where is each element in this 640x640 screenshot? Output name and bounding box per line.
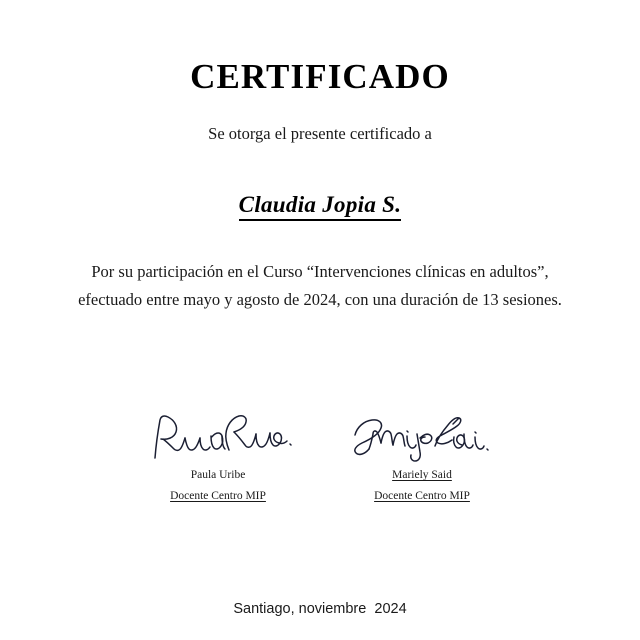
signature-area [0,408,640,504]
handwritten-signature-icon [128,408,308,464]
body-line-2: efectuado entre mayo y agosto de 2024, con una duración de 13 sesiones. [78,290,562,309]
signature-block-mariely-said [332,408,512,504]
certificate-body [0,258,640,314]
recipient-container [0,192,640,221]
signatory-role: Docente Centro MIP [374,490,470,503]
certificate-title: CERTIFICADO [190,57,450,96]
signatory-name: Mariely Said [392,469,452,481]
handwritten-signature-icon [332,408,512,464]
place-and-date: Santiago, noviembre 2024 [233,601,407,617]
body-line-1: Por su participación en el Curso “Intervenciones clínicas en adultos”, [91,262,549,281]
signatory-name: Paula Uribe [190,469,246,481]
signatory-role: Docente Centro MIP [170,490,266,503]
signature-block-paula-uribe [128,408,308,504]
recipient-name: Claudia Jopia S. [239,192,402,221]
award-statement: Se otorga el presente certificado a [208,124,432,143]
